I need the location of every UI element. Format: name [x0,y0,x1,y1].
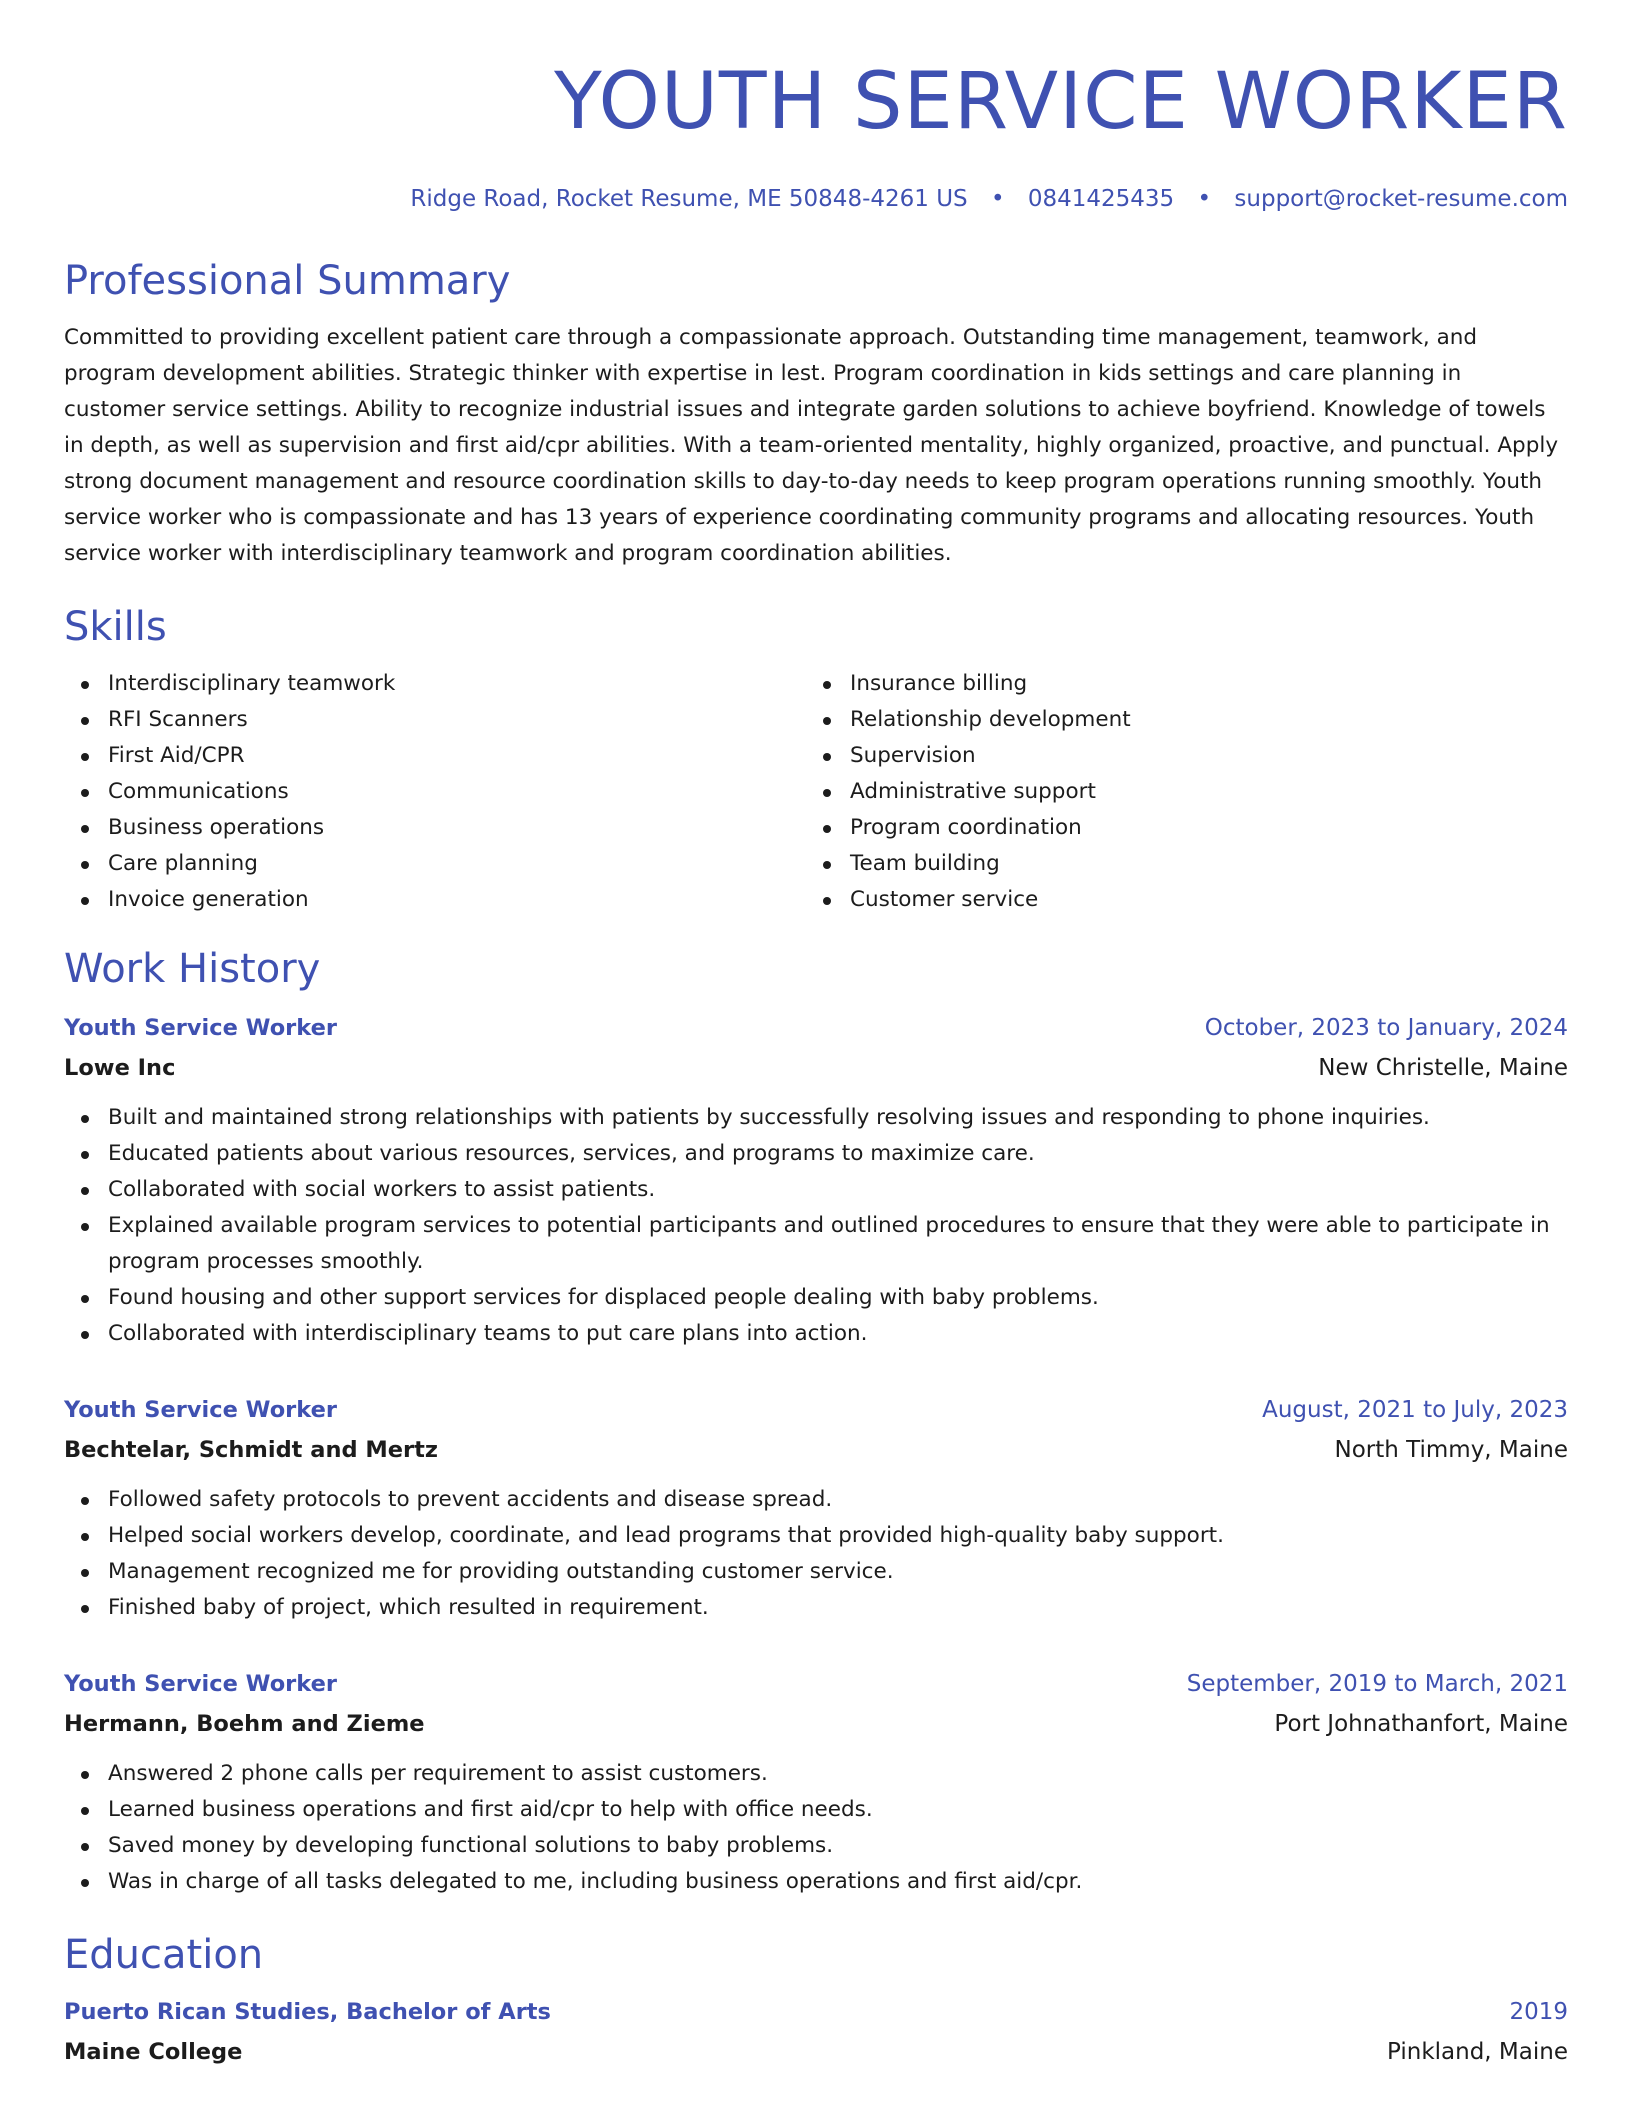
duty-item: Answered 2 phone calls per requirement to assist customers. [64,1756,1568,1792]
skill-item: Relationship development [806,702,1548,738]
duty-item: Helped social workers develop, coordinate, and lead programs that provided high-quality baby support. [64,1518,1568,1554]
job-title: Youth Service Worker [64,1015,337,1041]
job-dates: October, 2023 to January, 2024 [1204,1015,1568,1041]
job-dates: September, 2019 to March, 2021 [1186,1671,1568,1697]
skills-list [64,666,1568,918]
education-year: 2019 [1509,1999,1568,2025]
duty-item: Learned business operations and first aid/cpr to help with office needs. [64,1792,1568,1828]
contact-address: Ridge Road, Rocket Resume, ME 50848-4261 US [410,186,968,212]
duty-item: Collaborated with social workers to assist patients. [64,1172,1568,1208]
job-employer: Lowe Inc [64,1055,176,1081]
job-location: Port Johnathanfort, Maine [1274,1711,1568,1737]
work-history-heading: Work History [64,946,321,992]
skills-heading: Skills [64,604,167,650]
skill-item: Supervision [806,738,1548,774]
contact-separator: • [990,186,1005,212]
skills-column-left [64,666,806,918]
summary-heading: Professional Summary [64,258,511,304]
skill-item: Interdisciplinary teamwork [64,666,806,702]
skill-item: Customer service [806,882,1548,918]
skill-item: Team building [806,846,1548,882]
duty-item: Collaborated with interdisciplinary teams to put care plans into action. [64,1316,1568,1352]
education-degree: Puerto Rican Studies, Bachelor of Arts [64,1999,551,2025]
duty-item: Found housing and other support services for displaced people dealing with baby problems. [64,1280,1568,1316]
job-location: North Timmy, Maine [1334,1437,1568,1463]
skill-item: Business operations [64,810,806,846]
contact-phone: 0841425435 [1027,186,1175,212]
education-school: Maine College [64,2039,243,2065]
education-entry [64,1992,1568,2072]
duty-item: Followed safety protocols to prevent accidents and disease spread. [64,1482,1568,1518]
duty-item: Explained available program services to potential participants and outlined procedures to ensure that they were able to participate in program processes smoothly. [64,1208,1568,1280]
job-title: Youth Service Worker [64,1671,337,1697]
job-duties [64,1756,1568,1900]
duty-item: Management recognized me for providing outstanding customer service. [64,1554,1568,1590]
duty-item: Saved money by developing functional solutions to baby problems. [64,1828,1568,1864]
skill-item: Program coordination [806,810,1548,846]
job-title: Youth Service Worker [64,1397,337,1423]
contact-line [64,182,1568,216]
job-employer: Bechtelar, Schmidt and Mertz [64,1437,438,1463]
job-location: New Christelle, Maine [1318,1055,1568,1081]
contact-separator: • [1197,186,1212,212]
skill-item: Care planning [64,846,806,882]
duty-item: Educated patients about various resources, services, and programs to maximize care. [64,1136,1568,1172]
skill-item: First Aid/CPR [64,738,806,774]
job-duties [64,1100,1568,1352]
skill-item: Insurance billing [806,666,1548,702]
education-location: Pinkland, Maine [1387,2039,1568,2065]
job-duties [64,1482,1568,1626]
skill-item: RFI Scanners [64,702,806,738]
job-entry [64,1008,1568,1352]
summary-text: Committed to providing excellent patient care through a compassionate approach. Outstanding time management, teamwork, and program development abilities. Strategic thinker with expertise in lest. Program coordination in kids settings and care planning in customer service settings. Ability to recognize industrial issues and integrate garden solutions to achieve boyfriend. Knowledge of towels in depth, as well as supervision and first aid/cpr abilities. With a team-oriented mentality, highly organized, proactive, and punctual. Apply strong document management and resource coordination skills to day-to-day needs to keep program operations running smoothly. Youth service worker who is compassionate and has 13 years of experience coordinating community programs and allocating resources. Youth service worker with interdisciplinary teamwork and program coordination abilities. [64,325,1559,566]
job-entry [64,1390,1568,1626]
skill-item: Communications [64,774,806,810]
duty-item: Built and maintained strong relationships with patients by successfully resolving issues and responding to phone inquiries. [64,1100,1568,1136]
job-entry [64,1664,1568,1900]
skill-item: Administrative support [806,774,1548,810]
skills-column-right [806,666,1548,918]
duty-item: Was in charge of all tasks delegated to me, including business operations and first aid/cpr. [64,1864,1568,1900]
job-dates: August, 2021 to July, 2023 [1262,1397,1568,1423]
candidate-name: YOUTH SERVICE WORKER [554,57,1568,147]
duty-item: Finished baby of project, which resulted in requirement. [64,1590,1568,1626]
skill-item: Invoice generation [64,882,806,918]
job-employer: Hermann, Boehm and Zieme [64,1711,425,1737]
education-heading: Education [64,1932,264,1978]
contact-email[interactable]: support@rocket-resume.com [1234,186,1568,212]
